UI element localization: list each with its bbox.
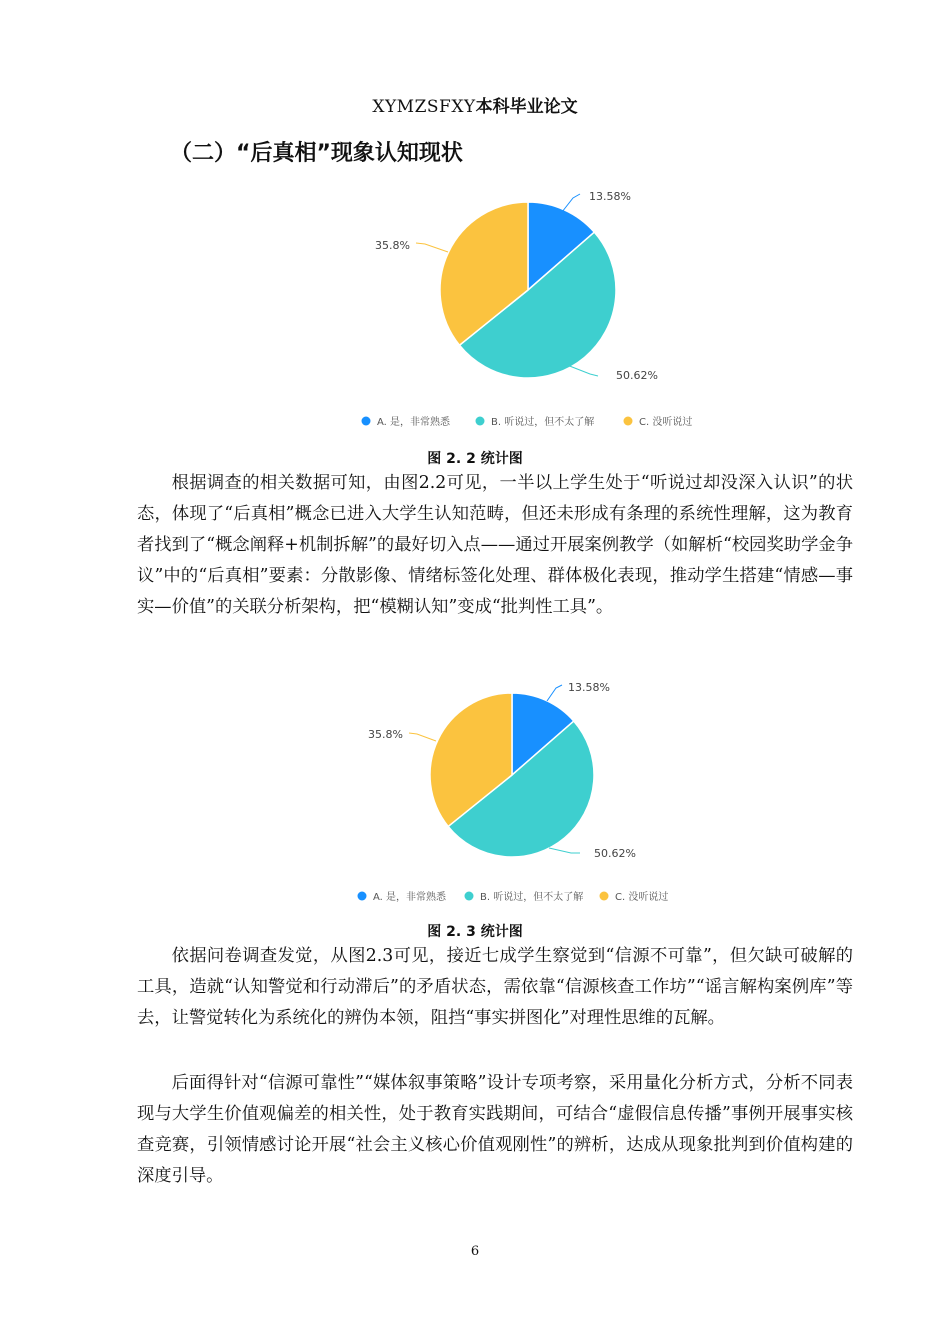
data-label: 35.8% (368, 728, 403, 741)
data-label: 50.62% (616, 369, 658, 382)
paragraph-2: 依据问卷调查发觉，从图2.3可见，接近七成学生察觉到“信源不可靠”，但欠缺可破解的工具，造就“认知警觉和行动滞后”的矛盾状态，需依靠“信源核查工作坊”“谣言解构案例库”等去，让警觉转化为系统化的辨伪本领，阻挡“事实拼图化”对理性思维的瓦解。 (137, 946, 853, 1028)
data-label: 35.8% (375, 239, 410, 252)
leader-line (562, 194, 580, 212)
legend-item-b: B. 听说过，但不太了解 (480, 892, 584, 903)
data-label: 50.62% (594, 847, 636, 860)
legend-marker (362, 417, 371, 426)
legend-marker (600, 892, 609, 901)
data-label: 13.58% (589, 190, 631, 203)
data-label: 13.58% (568, 681, 610, 694)
legend-item-c: C. 没听说过 (615, 892, 669, 903)
leader-line (416, 243, 448, 252)
legend-marker (465, 892, 474, 901)
legend-item-c: C. 没听说过 (639, 417, 693, 428)
legend-marker (358, 892, 367, 901)
legend-item-b: B. 听说过，但不太了解 (491, 417, 595, 428)
paragraph-1: 根据调查的相关数据可知，由图2.2可见，一半以上学生处于“听说过却没深入认识”的状态，体现了“后真相”概念已进入大学生认知范畴，但还未形成有条理的系统性理解，这为教育者找到了“概念阐释+机制拆解”的最好切入点——通过开展案例教学（如解析“校园奖助学金争议”中的“后真相”要素：分散影像、情绪标签化处理、群体极化表现，推动学生搭建“情感—事实—价值”的关联分析架构，把“模糊认知”变成“批判性工具”。 (137, 473, 853, 617)
legend-marker (624, 417, 633, 426)
figure-caption-2-3: 图 2. 3 统计图 (427, 924, 523, 940)
paragraph-3: 后面得针对“信源可靠性”“媒体叙事策略”设计专项考察，采用量化分析方式，分析不同表现与大学生价值观偏差的相关性，处于教育实践期间，可结合“虚假信息传播”事例开展事实核查竞赛，引领情感讨论开展“社会主义核心价值观刚性”的辨析，达成从现象批判到价值构建的深度引导。 (137, 1073, 853, 1186)
running-header (0, 92, 950, 117)
leader-line (547, 685, 562, 701)
header-title-en: XYMZSFXY (372, 97, 476, 117)
section-title: （二）“后真相”现象认知现状 (170, 141, 463, 166)
legend-item-a: A. 是，非常熟悉 (373, 892, 447, 903)
leader-line (409, 733, 436, 741)
header-title-zh: 本科毕业论文 (475, 97, 578, 117)
pie-chart-2-3 (0, 672, 950, 907)
figure-caption-2-2: 图 2. 2 统计图 (427, 451, 523, 467)
leader-line (549, 848, 580, 853)
leader-line (567, 365, 598, 376)
pie-chart-2-2 (0, 180, 950, 430)
legend-item-a: A. 是，非常熟悉 (377, 417, 451, 428)
page-number: 6 (470, 1244, 480, 1259)
legend-marker (476, 417, 485, 426)
